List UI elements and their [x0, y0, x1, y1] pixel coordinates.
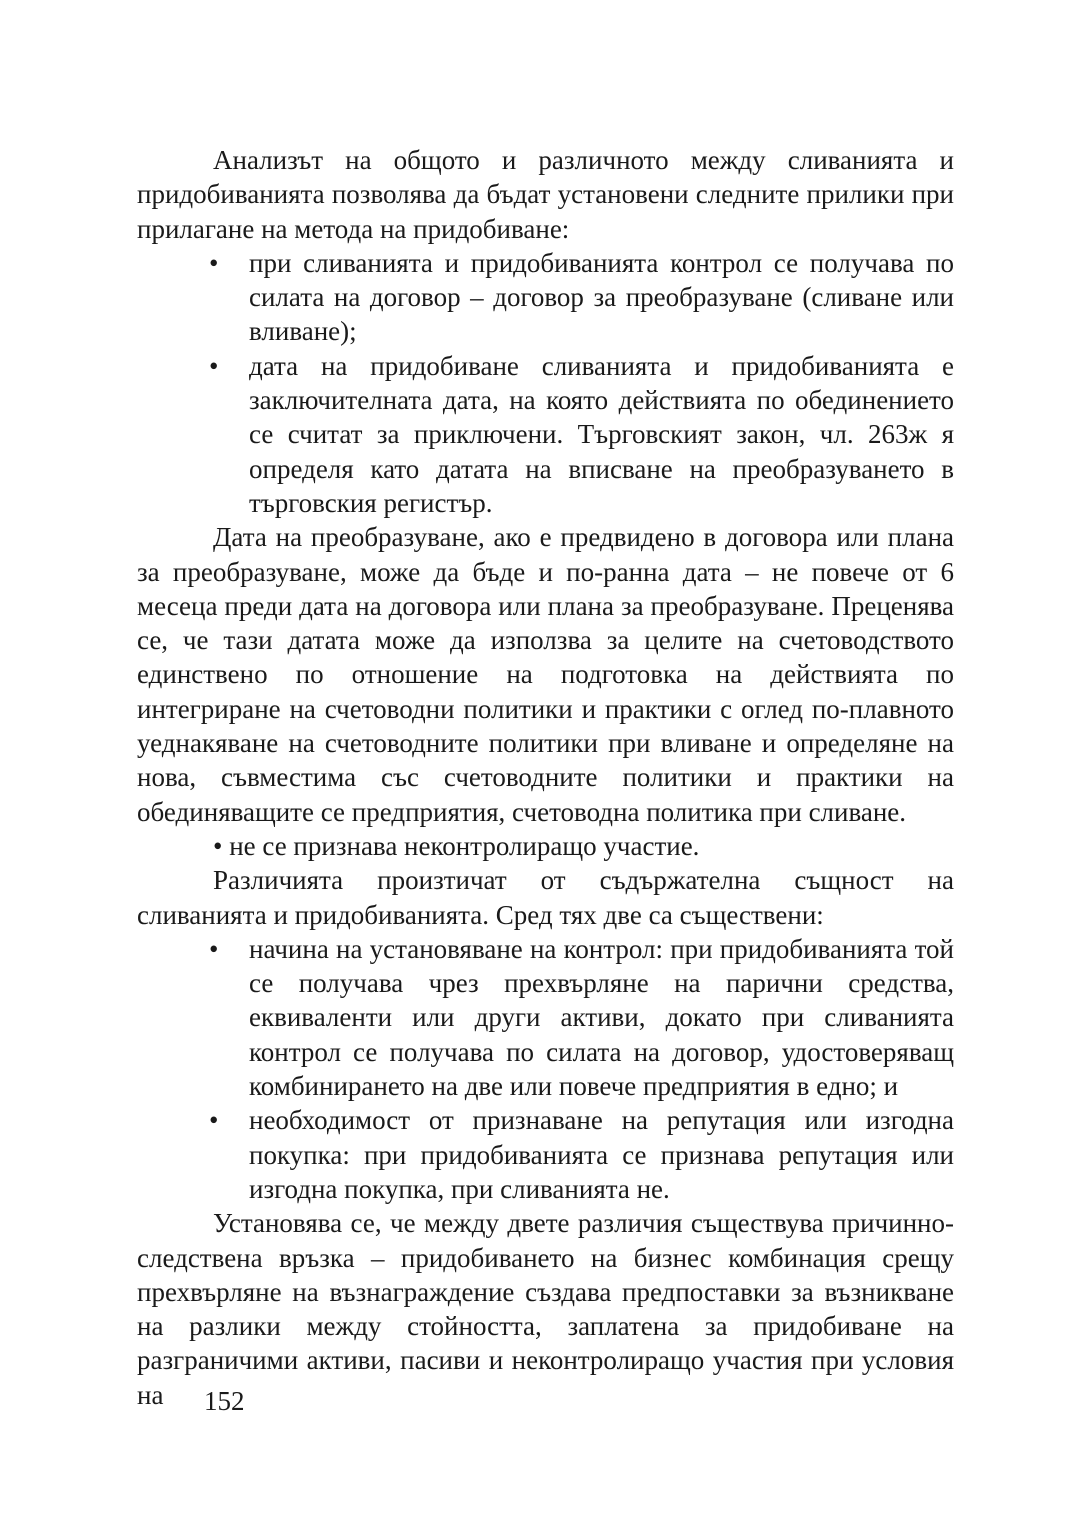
paragraph-noncontrolling-bullet: • не се признава неконтролиращо участие.	[213, 830, 700, 861]
list-item	[137, 932, 954, 1103]
list-item	[137, 349, 954, 520]
paragraph-differences: Различията произтичат от съдържателна същност на сливанията и придобиванията. Сред тях две са съществени:	[137, 865, 954, 930]
bullet-icon: •	[209, 350, 219, 381]
bullet-icon: •	[209, 1105, 219, 1136]
page-number: 152	[204, 1386, 245, 1416]
list-item	[137, 246, 954, 349]
list-item-text: дата на придобиване сливанията и придобиванията е заключителната дата, на която действията по обединението се считат за приключени. Търговският закон, чл. 263ж я определя като датата на вписване на преобразуването в търговския регистър.	[249, 350, 954, 518]
page-body	[137, 143, 954, 1412]
similarities-list	[137, 246, 954, 520]
bullet-icon: •	[209, 247, 219, 278]
list-item-text: необходимост от признаване на репутация или изгодна покупка: при придобиванията се признава репутация или изгодна покупка, при сливанията не.	[249, 1105, 954, 1204]
differences-list	[137, 932, 954, 1206]
paragraph-conversion-date: Дата на преобразуване, ако е предвидено в договора или плана за преобразуване, може да бъде и по-ранна дата – не повече от 6 месеца преди дата на договора или плана за преобразуване. Преценява се, че тази датата може да използва за целите на счетоводството единствено по отношение на подготовка на действията по интегриране на счетоводни политики и практики с оглед по-плавното уеднакяване на счетоводните политики при вливане и определяне на нова, съвместима със счетоводните политики и практики на обединяващите се предприятия, счетоводна политика при сливане.	[137, 522, 954, 827]
list-item-text: начина на установяване на контрол: при придобиванията той се получава чрез прехвърляне на парични средства, еквиваленти или други активи, докато при сливанията контрол се получава по силата на договор, удостоверяващ комбинирането на две или повече предприятия в едно; и	[249, 933, 954, 1102]
paragraph-causal-link: Установява се, че между двете различия съществува причинно-следствена връзка – придобиването на бизнес комбинация срещу прехвърляне на възнаграждение създава предпоставки за възникване на разлики между стойността, заплатена за придобиване на разграничими активи, пасиви и неконтролиращо участия при условия на	[137, 1208, 954, 1410]
list-item	[137, 1103, 954, 1206]
paragraph-intro: Анализът на общото и различното между сливанията и придобиванията позволява да бъдат установени следните прилики при прилагане на метода на придобиване:	[137, 145, 954, 244]
bullet-icon: •	[209, 933, 219, 964]
list-item-text: при сливанията и придобиванията контрол се получава по силата на договор – договор за преобразуване (сливане или вливане);	[249, 247, 954, 347]
